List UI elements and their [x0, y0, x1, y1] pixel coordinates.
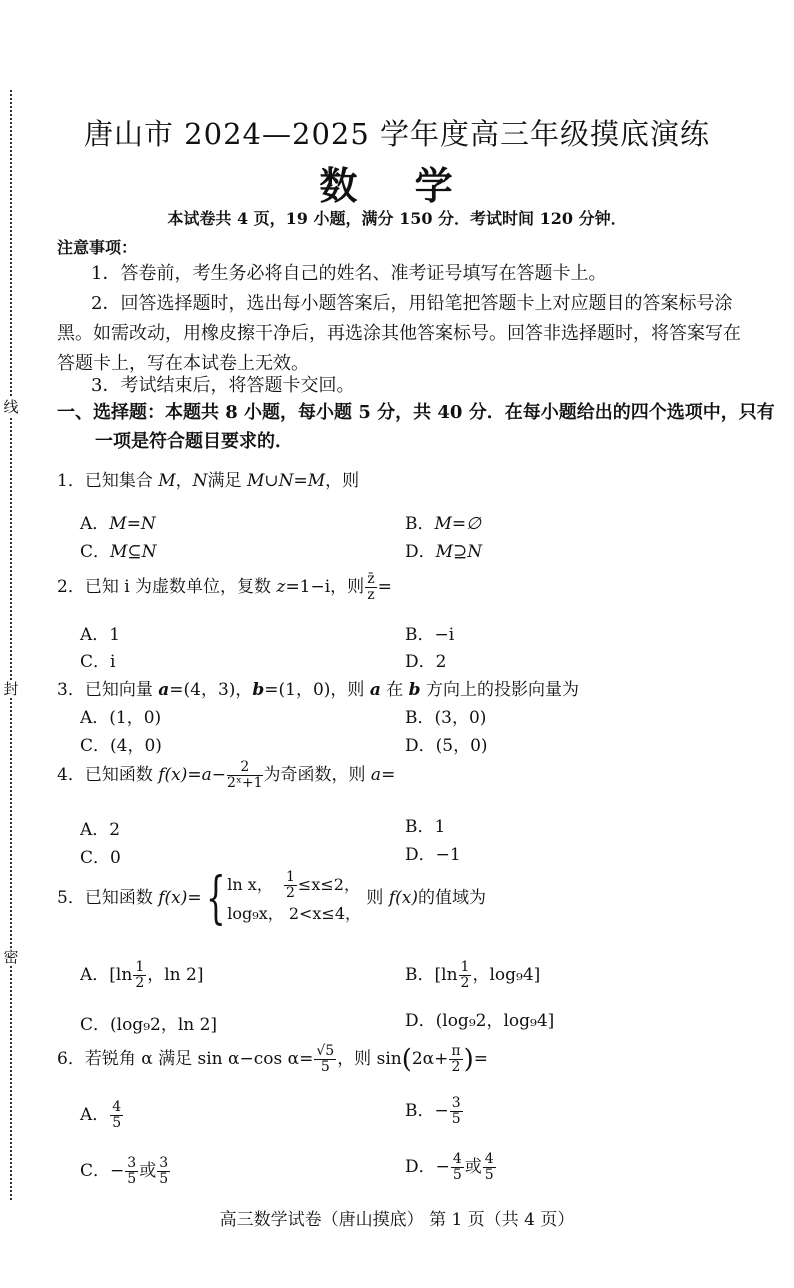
question-4-stem: 4．已知函数 f(x)=a− $\frac{2}{\text{2ˣ+1}}$ 为奇函数，则 a=	[57, 759, 396, 791]
question-6-stem: 6．若锐角 α 满足 sin α−cos α= $\frac{√5}{5}$ ，则 sin(2α+ $\frac{\pi}{2}$ )=	[57, 1043, 489, 1075]
fraction: $\frac{1}{2}$	[135, 959, 145, 991]
question-3-stem: 3．已知向量 a=(4，3)，b=(1，0)，则 a 在 b 方向上的投影向量为	[57, 680, 579, 700]
exam-info: 本试卷共 4 页，19 小题，满分 150 分．考试时间 120 分钟．	[167, 209, 627, 228]
paren-right: )	[463, 1044, 474, 1075]
fraction: $\frac{3}{5}$	[159, 1155, 169, 1187]
question-5-option-b: B．[ln $\frac{1}{2}$ ，log₉4]	[405, 959, 541, 991]
question-1-option-a: A．M=N	[80, 514, 156, 534]
fraction: $\frac{√5}{5}$	[316, 1043, 335, 1075]
question-3-option-b: B．(3，0)	[405, 708, 487, 728]
question-5-option-c: C．(log₉2，ln 2]	[80, 1015, 218, 1035]
exam-title: 唐山市 2024—2025 学年度高三年级摸底演练	[83, 117, 711, 151]
fraction: $\frac{z̄}{z}$	[367, 571, 375, 603]
question-3-option-a: A．(1，0)	[80, 708, 162, 728]
question-4-option-c: C．0	[80, 848, 121, 868]
question-5-option-d: D．(log₉2，log₉4]	[405, 1011, 555, 1031]
question-1-stem: 1．已知集合 M，N满足 M∪N=M，则	[57, 471, 360, 491]
notes-heading: 注意事项：	[57, 238, 138, 257]
question-4-option-d: D．−1	[405, 845, 461, 865]
fraction: $\frac{1}{2}$	[460, 959, 470, 991]
exam-subject: 数 学	[319, 163, 475, 208]
question-1-option-b: B．M=∅	[405, 514, 481, 534]
fraction: $\frac{4}{5}$	[112, 1099, 122, 1131]
section-heading: 一、选择题：本题共 8 小题，每小题 5 分，共 40 分．在每小题给出的四个选项中，只有一项是符合题目要求的．	[57, 402, 775, 452]
question-6-option-a: A． $\frac{4}{5}$	[80, 1099, 122, 1131]
binding-label-mi: 密	[3, 948, 19, 966]
question-2-option-b: B．−i	[405, 625, 455, 645]
left-brace: {	[205, 865, 226, 931]
fraction: $\frac{3}{5}$	[451, 1095, 461, 1127]
fraction: $\frac{4}{5}$	[484, 1151, 494, 1183]
question-3-option-c: C．(4，0)	[80, 736, 162, 756]
page-footer: 高三数学试卷（唐山摸底） 第 1 页（共 4 页）	[219, 1210, 575, 1230]
fraction: $\frac{\pi}{2}$	[451, 1043, 461, 1075]
question-1-option-c: C．M⊆N	[80, 542, 157, 562]
binding-label-feng: 封	[3, 680, 19, 698]
binding-label-xian: 线	[3, 398, 19, 416]
question-2-option-c: C．i	[80, 652, 116, 672]
question-5-option-a: A．[ln $\frac{1}{2}$ ，ln 2]	[80, 959, 204, 991]
fraction: $\frac{2}{\text{2ˣ+1}}$	[227, 759, 263, 791]
piecewise-cases: ln x， $\frac{1}{2}$ ≤x≤2， log₉x， 2<x≤4，	[227, 869, 362, 923]
question-1-option-d: D．M⊇N	[405, 542, 483, 562]
fraction: $\frac{3}{5}$	[127, 1155, 137, 1187]
question-4-option-a: A．2	[80, 820, 121, 840]
question-6-option-d: D．− $\frac{4}{5}$ 或 $\frac{4}{5}$	[405, 1151, 494, 1183]
question-2-option-d: D．2	[405, 652, 447, 672]
question-5-stem: 5．已知函数 f(x)={ ln x， $\frac{1}{2}$ ≤x≤2， log₉x， 2<x≤4， 则 f(x)的值域为	[57, 865, 486, 931]
question-4-option-b: B．1	[405, 817, 446, 837]
question-2-stem: 2．已知 i 为虚数单位，复数 z=1−i，则 $\frac{z̄}{z}$ =	[57, 571, 392, 603]
binding-line	[10, 90, 12, 1200]
fraction: $\frac{4}{5}$	[452, 1151, 462, 1183]
question-6-option-b: B．− $\frac{3}{5}$	[405, 1095, 461, 1127]
question-2-option-a: A．1	[80, 625, 121, 645]
note-item: 2．回答选择题时，选出每小题答案后，用铅笔把答题卡上对应题目的答案标号涂黑。如需改动，用橡皮擦干净后，再选涂其他答案标号。回答非选择题时，将答案写在答题卡上，写在本试卷上无效。	[57, 293, 741, 374]
paren-left: (	[401, 1044, 412, 1075]
note-item: 3．考试结束后，将答题卡交回。	[91, 375, 355, 396]
fraction: $\frac{1}{2}$	[286, 869, 295, 901]
question-6-option-c: C．− $\frac{3}{5}$ 或 $\frac{3}{5}$	[80, 1155, 169, 1187]
note-item: 1．答卷前，考生务必将自己的姓名、准考证号填写在答题卡上。	[91, 263, 607, 284]
question-3-option-d: D．(5，0)	[405, 736, 488, 756]
